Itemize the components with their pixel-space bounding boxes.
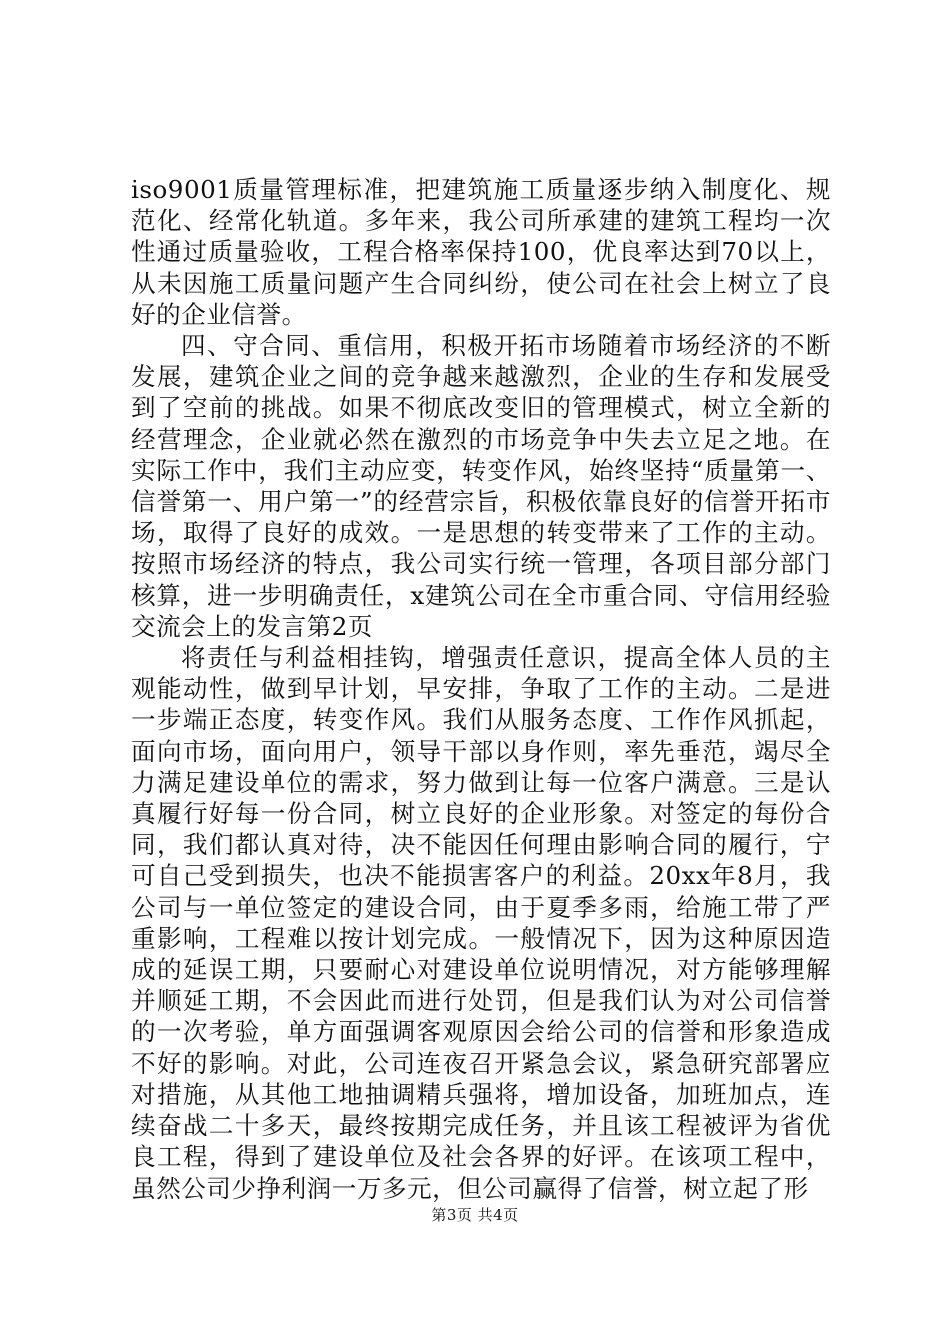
document-body (131, 174, 831, 1204)
paragraph: 将责任与利益相挂钩，增强责任意识，提高全体人员的主观能动性，做到早计划，早安排，争取了工作的主动。二是进一步端正态度，转变作风。我们从服务态度、工作作风抓起，面向市场，面向用户，领导干部以身作则，率先垂范，竭尽全力满足建设单位的需求，努力做到让每一位客户满意。三是认真履行好每一份合同，树立良好的企业形象。对签定的每份合同，我们都认真对待，决不能因任何理由影响合同的履行，宁可自己受到损失，也决不能损害客户的利益。20xx年8月，我公司与一单位签定的建设合同，由于夏季多雨，给施工带了严重影响，工程难以按计划完成。一般情况下，因为这种原因造成的延误工期，只要耐心对建设单位说明情况，对方能够理解并顺延工期，不会因此而进行处罚，但是我们认为对公司信誉的一次考验，单方面强调客观原因会给公司的信誉和形象造成不好的影响。对此，公司连夜召开紧急会议，紧急研究部署应对措施，从其他工地抽调精兵强将，增加设备，加班加点，连续奋战二十多天，最终按期完成任务，并且该工程被评为省优良工程，得到了建设单位及社会各界的好评。在该项工程中，虽然公司少挣利润一万多元，但公司赢得了信誉，树立起了形 (131, 643, 831, 1203)
paragraph: iso9001质量管理标准，把建筑施工质量逐步纳入制度化、规范化、经常化轨道。多年来，我公司所承建的建筑工程均一次性通过质量验收，工程合格率保持100，优良率达到70以上，从未因施工质量问题产生合同纠纷，使公司在社会上树立了良好的企业信誉。 (131, 175, 831, 329)
page-number-label: 第3页 共4页 (431, 1206, 519, 1224)
paragraph: 四、守合同、重信用，积极开拓市场随着市场经济的不断发展，建筑企业之间的竞争越来越激烈，企业的生存和发展受到了空前的挑战。如果不彻底改变旧的管理模式，树立全新的经营理念，企业就必然在激烈的市场竞争中失去立足之地。在实际工作中，我们主动应变，转变作风，始终坚持“质量第一、信誉第一、用户第一”的经营宗旨，积极依靠良好的信誉开拓市场，取得了良好的成效。一是思想的转变带来了工作的主动。按照市场经济的特点，我公司实行统一管理，各项目部分部门核算，进一步明确责任，x建筑公司在全市重合同、守信用经验交流会上的发言第2页 (131, 331, 831, 641)
page-footer (0, 1206, 950, 1224)
